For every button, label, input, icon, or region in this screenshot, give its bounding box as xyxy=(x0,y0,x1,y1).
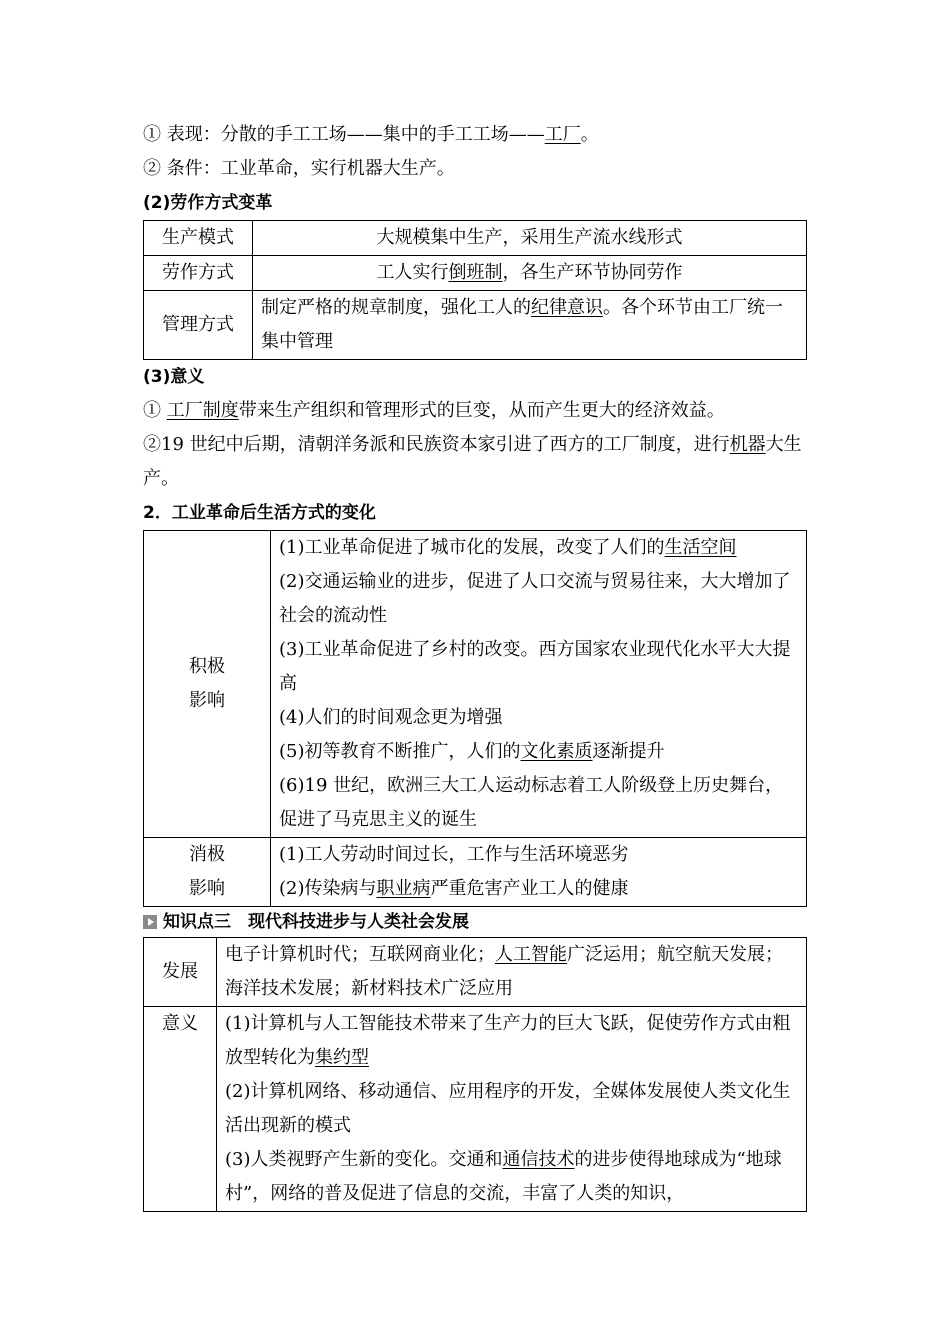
positive-label: 积极 影响 xyxy=(144,531,271,838)
table-label: 生产模式 xyxy=(144,221,253,256)
table-row xyxy=(144,938,807,1007)
heading-meaning: (3)意义 xyxy=(143,367,205,387)
tech-table xyxy=(143,937,807,1212)
list-item: (1)工业革命促进了城市化的发展，改变了人们的生活空间 xyxy=(279,537,737,558)
lifestyle-table xyxy=(143,530,807,907)
table-label: 劳作方式 xyxy=(144,256,253,291)
heading-lifestyle: 2．工业革命后生活方式的变化 xyxy=(143,503,376,523)
labor-table xyxy=(143,220,807,360)
list-item: (3)工业革命促进了乡村的改变。西方国家农业现代化水平大大提高 xyxy=(279,639,791,694)
list-item: (5)初等教育不断推广，人们的文化素质逐渐提升 xyxy=(279,741,665,762)
table-row xyxy=(144,221,807,256)
answer-factory-system: 工厂制度 xyxy=(166,400,239,421)
table-label: 发展 xyxy=(144,938,217,1007)
list-item: (4)人们的时间观念更为增强 xyxy=(279,707,503,728)
answer-machine: 机器 xyxy=(729,434,766,455)
line-meaning-2: ②19 世纪中后期，清朝洋务派和民族资本家引进了西方的工厂制度，进行机器大生产。 xyxy=(143,434,802,489)
table-label: 管理方式 xyxy=(144,291,253,360)
table-value xyxy=(217,1007,807,1212)
table-row xyxy=(144,1007,807,1212)
table-value: 大规模集中生产，采用生产流水线形式 xyxy=(253,221,807,256)
table-value: 制定严格的规章制度，强化工人的纪律意识。各个环节由工厂统一集中管理 xyxy=(253,291,807,360)
answer-ai: 人工智能 xyxy=(495,944,567,965)
line-condition: ② 条件：工业革命，实行机器大生产。 xyxy=(143,158,455,179)
play-marker-icon xyxy=(143,915,157,929)
table-row xyxy=(144,291,807,360)
answer-discipline: 纪律意识 xyxy=(531,297,603,318)
answer-shift-system: 倒班制 xyxy=(448,262,503,283)
table-row xyxy=(144,838,807,907)
positive-effects xyxy=(271,531,807,838)
table-row xyxy=(144,531,807,838)
line-manifestation: ① 表现：分散的手工工场——集中的手工工场——工厂。 xyxy=(143,124,599,145)
answer-comm-tech: 通信技术 xyxy=(502,1149,575,1170)
answer-intensive: 集约型 xyxy=(315,1047,369,1068)
heading-labor-change: (2)劳作方式变革 xyxy=(143,193,273,213)
list-item: (6)19 世纪，欧洲三大工人运动标志着工人阶级登上历史舞台，促进了马克思主义的诞生 xyxy=(279,775,784,830)
line-meaning-1: ① 工厂制度带来生产组织和管理形式的巨变，从而产生更大的经济效益。 xyxy=(143,400,725,421)
table-value: 电子计算机时代；互联网商业化；人工智能广泛运用；航空航天发展；海洋技术发展；新材料技术广泛应用 xyxy=(217,938,807,1007)
table-value: 工人实行倒班制，各生产环节协同劳作 xyxy=(253,256,807,291)
table-label: 意义 xyxy=(144,1007,217,1212)
section-heading-3: 知识点三 现代科技进步与人类社会发展 xyxy=(143,907,807,937)
answer-occupational-disease: 职业病 xyxy=(376,878,431,899)
list-item: (2)计算机网络、移动通信、应用程序的开发，全媒体发展使人类文化生活出现新的模式 xyxy=(225,1081,791,1136)
list-item: (3)人类视野产生新的变化。交通和通信技术的进步使得地球成为“地球村”，网络的普及促进了信息的交流，丰富了人类的知识， xyxy=(225,1149,782,1204)
list-item: (1)计算机与人工智能技术带来了生产力的巨大飞跃，促使劳作方式由粗放型转化为集约型 xyxy=(225,1013,791,1068)
negative-effects xyxy=(271,838,807,907)
table-row xyxy=(144,256,807,291)
answer-living-space: 生活空间 xyxy=(664,537,737,558)
answer-factory: 工厂 xyxy=(544,124,581,145)
list-item: (2)传染病与职业病严重危害产业工人的健康 xyxy=(279,878,629,899)
list-item: (2)交通运输业的进步，促进了人口交流与贸易往来，大大增加了社会的流动性 xyxy=(279,571,791,626)
page-content xyxy=(143,118,807,1212)
list-item: (1)工人劳动时间过长，工作与生活环境恶劣 xyxy=(279,844,629,865)
answer-cultural-quality: 文化素质 xyxy=(520,741,593,762)
negative-label: 消极 影响 xyxy=(144,838,271,907)
